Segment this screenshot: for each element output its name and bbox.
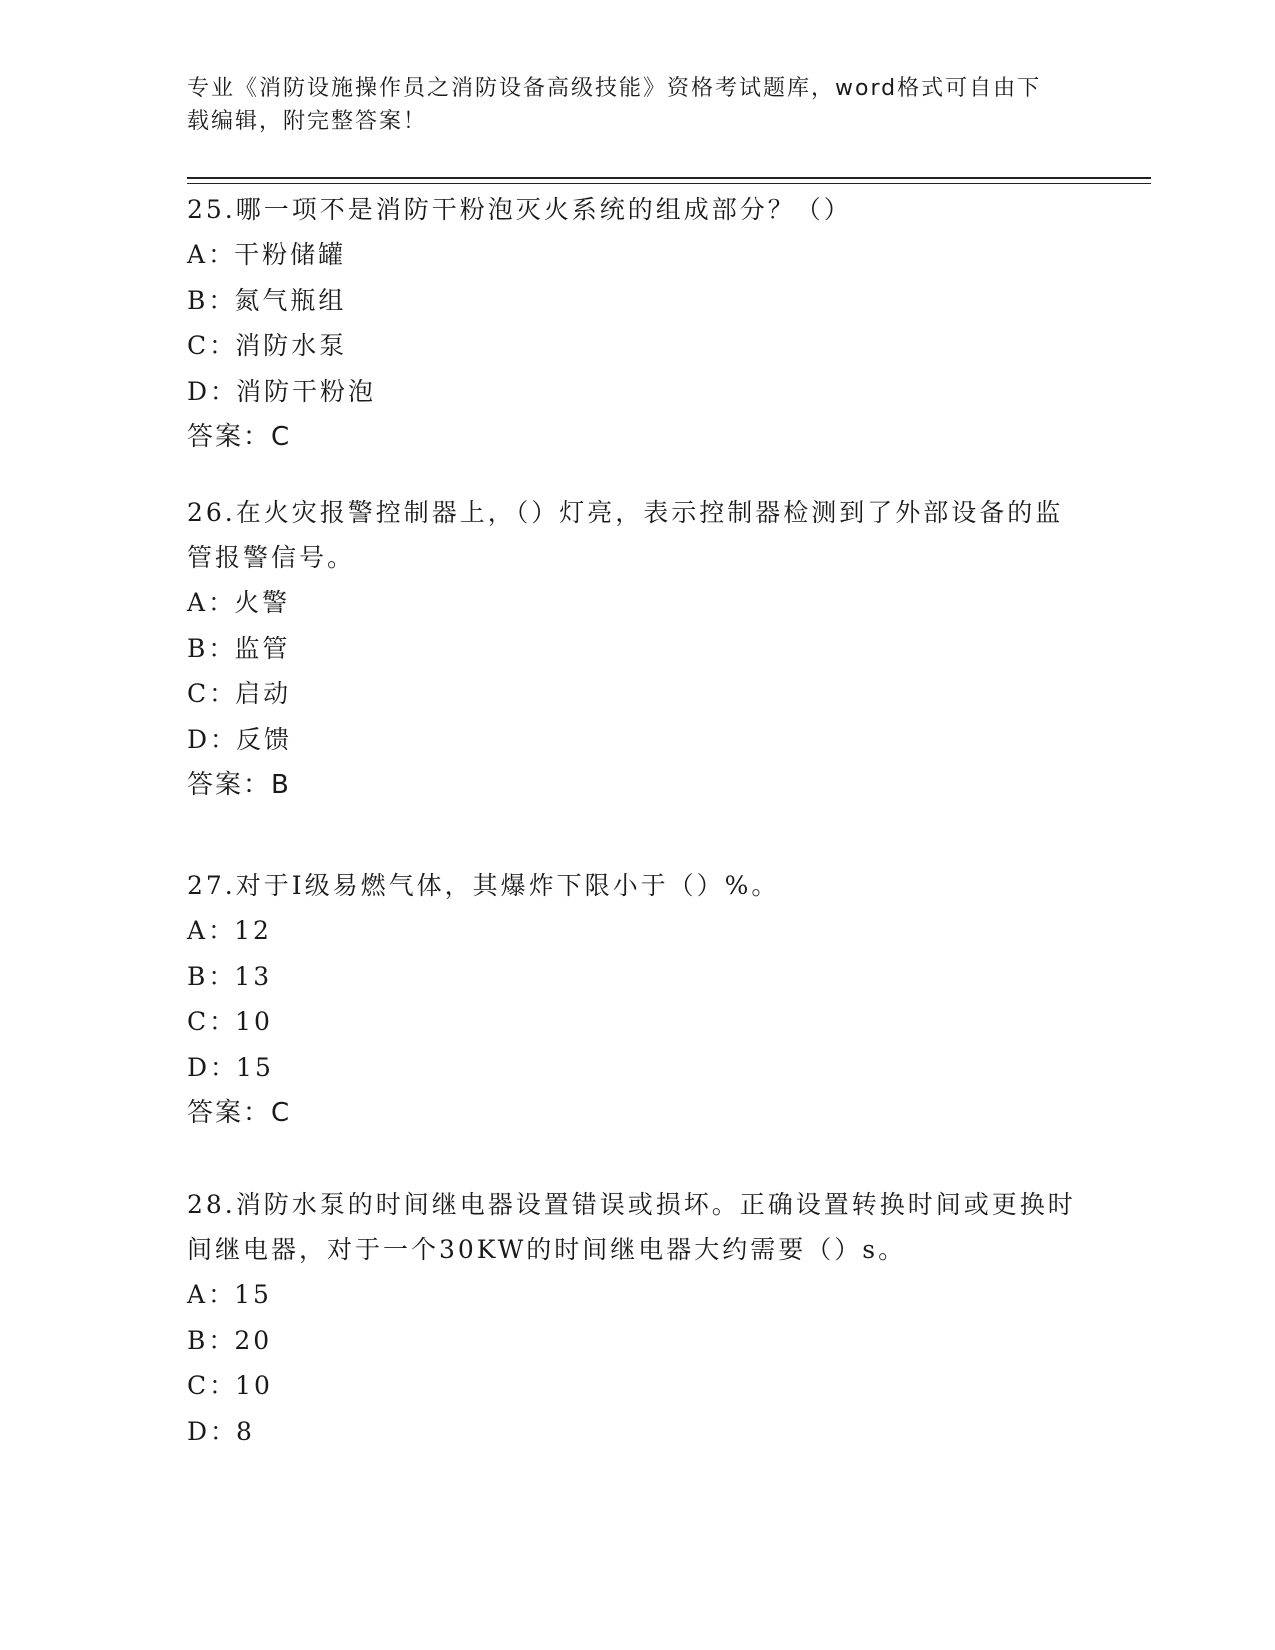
option-a: A：12	[187, 916, 272, 945]
option-text: 氮气瓶组	[234, 285, 347, 315]
option-d: D：15	[187, 1052, 274, 1082]
option-text: 干粉储罐	[234, 240, 347, 269]
option-d: D：消防干粉泡	[187, 376, 377, 406]
question-25	[187, 187, 1087, 460]
option-b: B：13	[187, 961, 273, 991]
option-text: 启动	[235, 679, 292, 708]
option-a: A：火警	[187, 588, 291, 617]
option-b: B：监管	[187, 633, 291, 663]
question-28	[187, 1182, 1087, 1454]
option-text: 13	[234, 961, 273, 991]
option-text: 监管	[234, 633, 291, 663]
option-c: C：消防水泵	[187, 331, 348, 360]
question-stem: 26.在火灾报警控制器上，（）灯亮，表示控制器检测到了外部设备的监管报警信号。	[187, 498, 1064, 572]
header-line-1: 专业《消防设施操作员之消防设备高级技能》资格考试题库，word格式可自由下	[187, 76, 1042, 101]
option-a: A：15	[187, 1280, 272, 1309]
answer-label: 答案：B	[187, 770, 291, 800]
option-text: 15	[234, 1280, 272, 1309]
header-divider-thick	[187, 177, 1151, 179]
option-b: B：氮气瓶组	[187, 285, 347, 315]
question-stem: 28.消防水泵的时间继电器设置错误或损坏。正确设置转换时间或更换时间继电器，对于一个30KW的时间继电器大约需要（）s。	[187, 1190, 1076, 1264]
option-text: 消防干粉泡	[236, 376, 377, 406]
question-stem: 25.哪一项不是消防干粉泡灭火系统的组成部分？（）	[187, 195, 852, 224]
option-c: C：10	[187, 1371, 273, 1400]
question-26	[187, 490, 1087, 808]
answer-label: 答案：C	[187, 1098, 292, 1128]
option-text: 反馈	[236, 724, 293, 754]
option-b: B：20	[187, 1325, 273, 1355]
header-divider-thin	[187, 183, 1151, 184]
option-text: 火警	[234, 588, 291, 617]
document-header	[187, 72, 1087, 138]
option-text: 消防水泵	[235, 331, 348, 360]
option-text: 15	[236, 1052, 274, 1082]
option-text: 10	[235, 1371, 273, 1400]
option-text: 8	[236, 1416, 255, 1446]
question-stem: 27.对于Ⅰ级易燃气体，其爆炸下限小于（）%。	[187, 871, 780, 900]
option-text: 20	[234, 1325, 273, 1355]
header-line-2: 载编辑，附完整答案！	[187, 109, 428, 134]
answer-label: 答案：C	[187, 422, 292, 452]
option-d: D：反馈	[187, 724, 293, 754]
option-c: C：启动	[187, 679, 292, 708]
option-c: C：10	[187, 1007, 273, 1036]
option-text: 12	[234, 916, 272, 945]
option-a: A：干粉储罐	[187, 240, 347, 269]
question-27	[187, 863, 1087, 1136]
option-d: D：8	[187, 1416, 255, 1446]
option-text: 10	[235, 1007, 273, 1036]
